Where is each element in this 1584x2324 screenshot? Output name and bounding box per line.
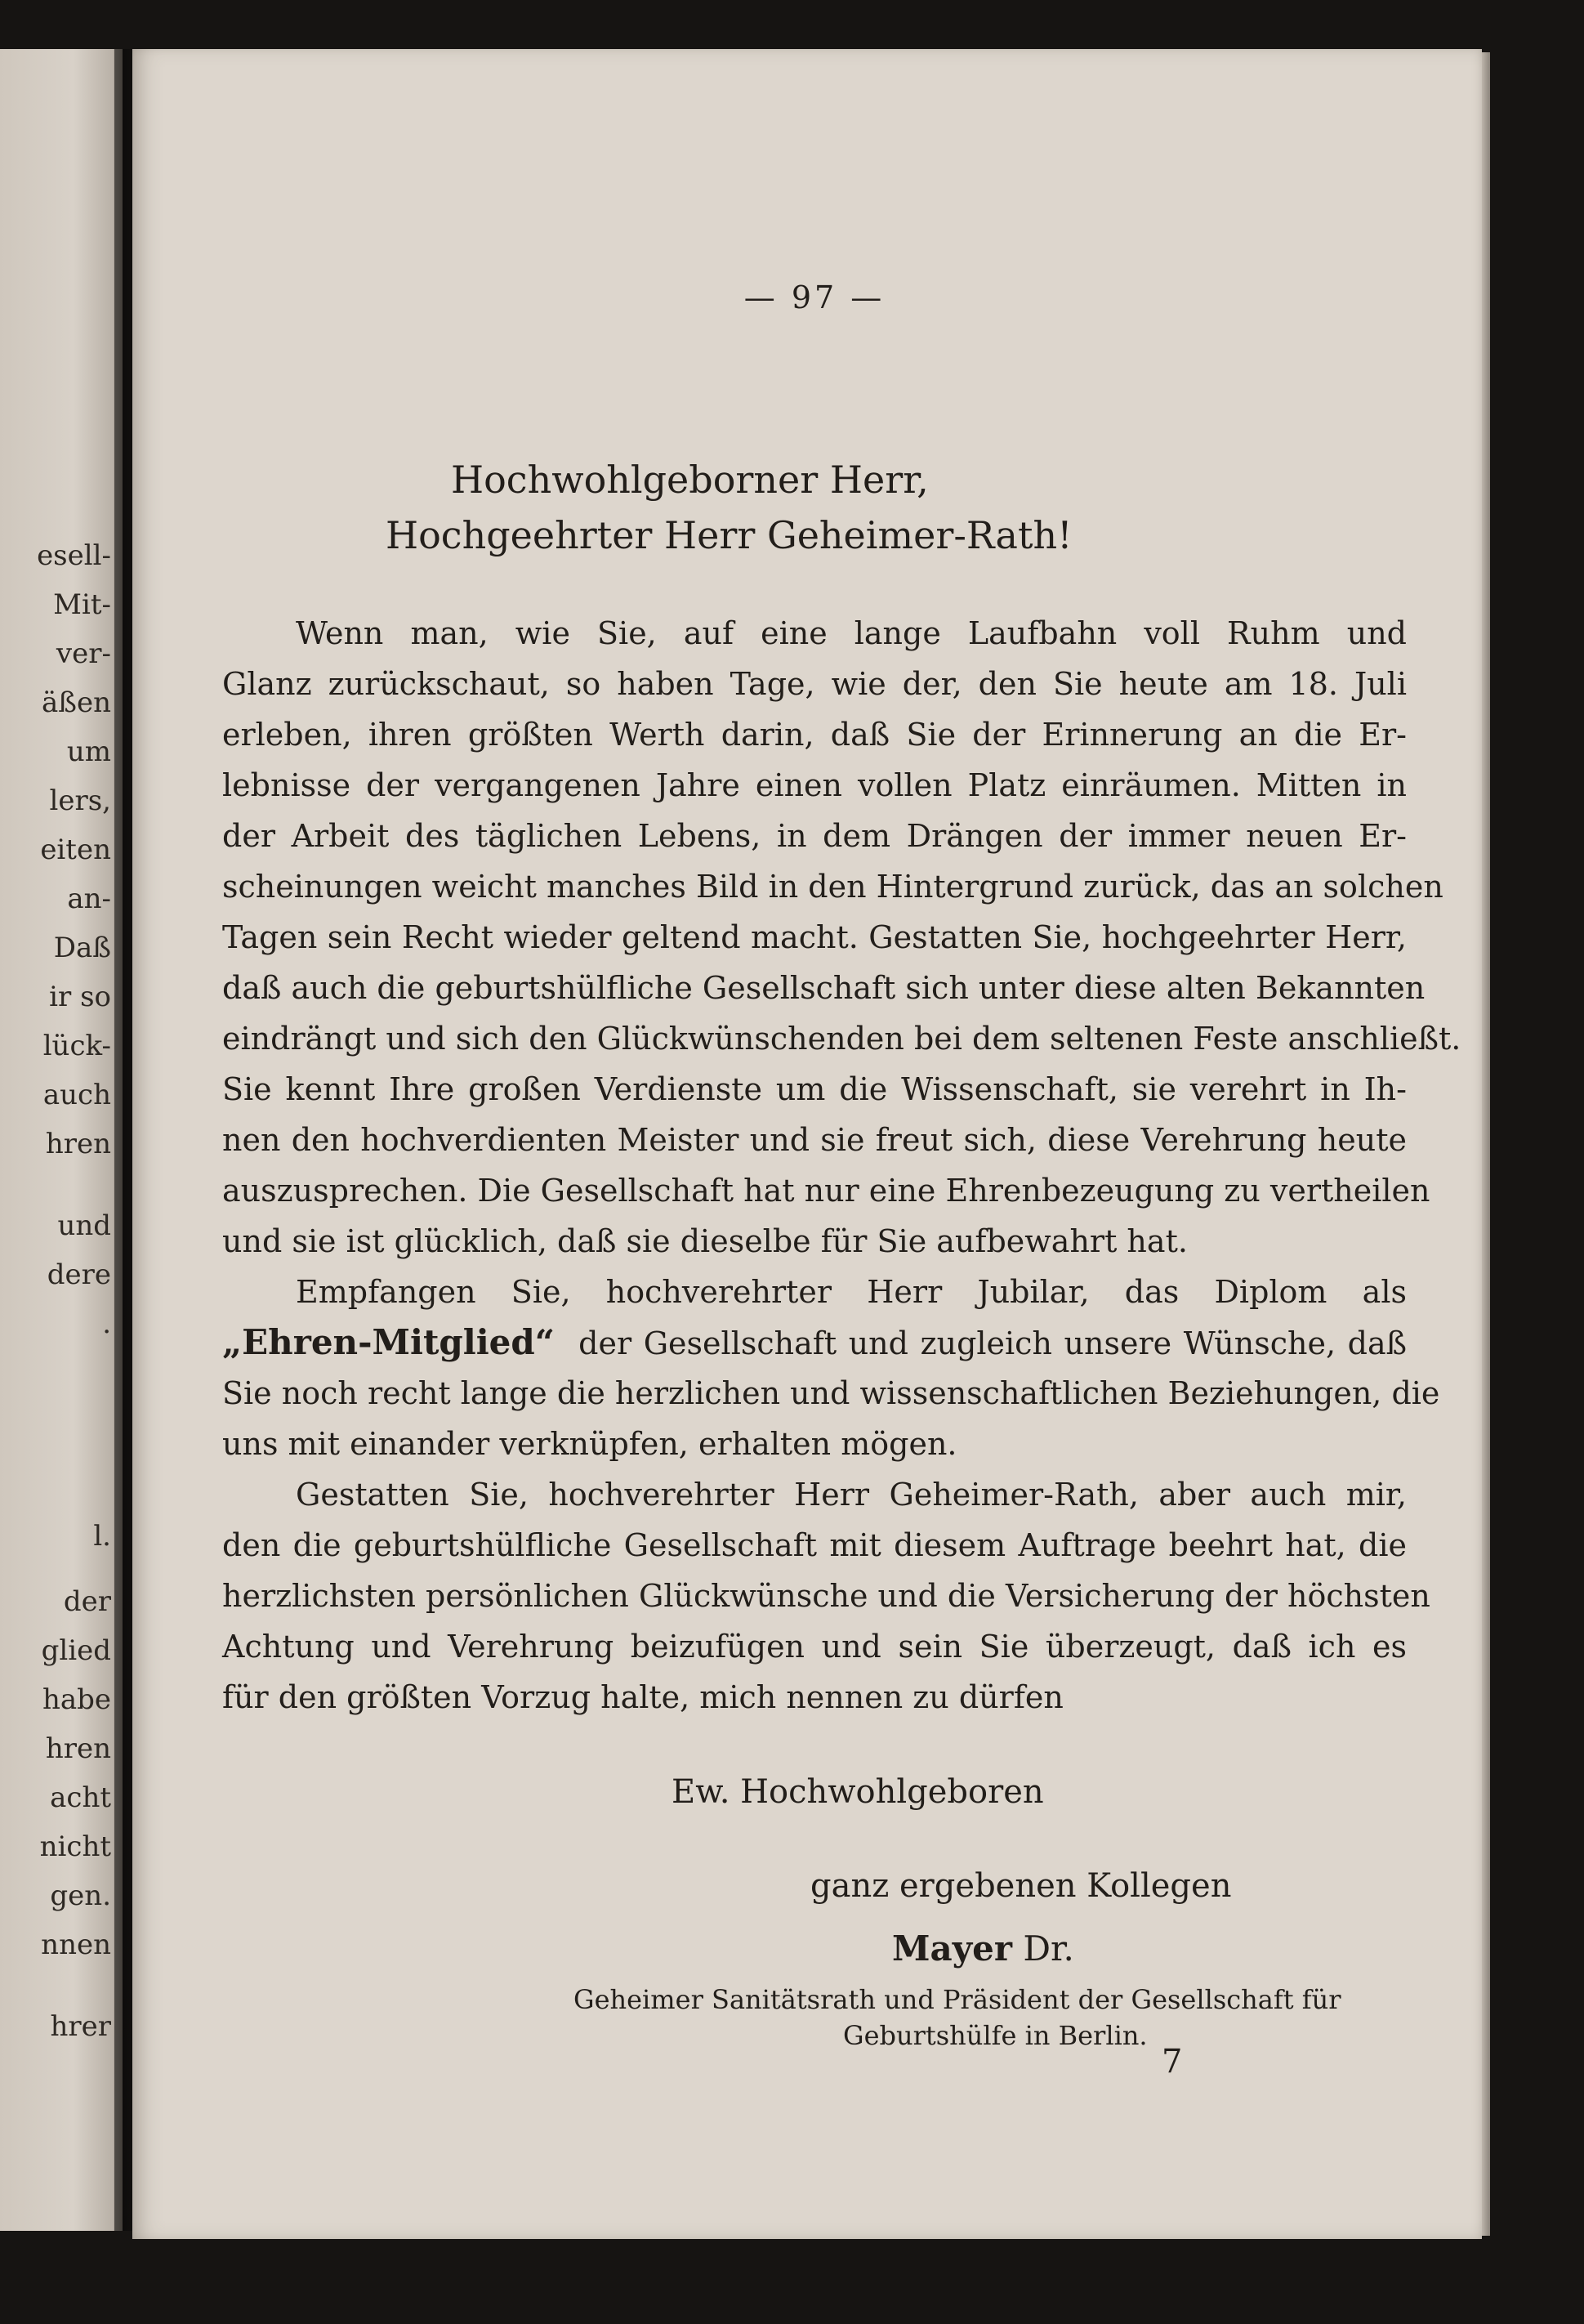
paragraph-line: Achtung und Verehrung beizufügen und sein Sie überzeugt, daß ich es — [222, 1629, 1407, 1665]
left-page-fragment: der — [63, 1585, 111, 1618]
left-page-fragment: eiten — [40, 834, 111, 866]
left-page-fragment: ver- — [56, 637, 111, 670]
left-page-fragment: ir so — [49, 981, 111, 1013]
left-page-fragment: Mit- — [53, 588, 111, 621]
left-page-fragment: hren — [45, 1128, 111, 1160]
left-page-fragment: habe — [42, 1683, 111, 1716]
paragraph-line: uns mit einander verknüpfen, erhalten mögen. — [222, 1426, 957, 1462]
signature-name: Mayer — [892, 1928, 1012, 1969]
left-page-fragment: auch — [42, 1079, 111, 1111]
honorary-member-emphasis: „Ehren-Mitglied“ — [222, 1322, 555, 1362]
page-edge — [1482, 52, 1490, 2236]
left-page-fragment: esell- — [37, 539, 111, 572]
paragraph-line: auszusprechen. Die Gesellschaft hat nur eine Ehrenbezeugung zu vertheilen — [222, 1173, 1430, 1209]
left-page-fragment: nicht — [39, 1830, 111, 1863]
left-page-fragment: Daß — [53, 932, 111, 964]
paragraph-line — [222, 1322, 1407, 1364]
signatory-position: Geburtshülfe in Berlin. — [843, 2020, 1148, 2051]
left-page-fragment: hrer — [50, 2010, 111, 2043]
paragraph-line: Empfangen Sie, hochverehrter Herr Jubilar, das Diplom als — [296, 1274, 1407, 1310]
paragraph-line: Sie kennt Ihre großen Verdienste um die Wissenschaft, sie verehrt in Ih- — [222, 1071, 1407, 1107]
paragraph-line: Tagen sein Recht wieder geltend macht. Gestatten Sie, hochgeehrter Herr, — [222, 919, 1407, 955]
paragraph-line: eindrängt und sich den Glückwünschenden bei dem seltenen Feste anschließt. — [222, 1021, 1461, 1057]
left-page-fragment: lers, — [49, 784, 111, 817]
paragraph-line: der Arbeit des täglichen Lebens, in dem Drängen der immer neuen Er- — [222, 818, 1407, 854]
left-page-fragment: glied — [41, 1634, 111, 1667]
paragraph-line: daß auch die geburtshülfliche Gesellschaft sich unter diese alten Bekannten — [222, 970, 1426, 1006]
signatory-position: Geheimer Sanitätsrath und Präsident der Gesellschaft für — [573, 1984, 1341, 2015]
paragraph-line: Gestatten Sie, hochverehrter Herr Geheimer-Rath, aber auch mir, — [296, 1477, 1407, 1513]
closing-regards: ganz ergebenen Kollegen — [810, 1867, 1232, 1905]
left-page-fragment: hren — [45, 1732, 111, 1765]
left-page-edge — [0, 49, 123, 2231]
left-page-fragment: acht — [50, 1781, 111, 1814]
paragraph-line: den die geburtshülfliche Gesellschaft mit diesem Auftrage beehrt hat, die — [222, 1527, 1407, 1563]
page-number: — 97 — — [743, 279, 886, 315]
closing-formula: Ew. Hochwohlgeboren — [672, 1773, 1044, 1811]
left-page-fragment: nnen — [41, 1928, 111, 1961]
right-page — [132, 49, 1482, 2239]
paragraph-line: scheinungen weicht manches Bild in den Hintergrund zurück, das an solchen — [222, 869, 1443, 905]
paragraph-line-rest: der Gesellschaft und zugleich unsere Wünsche, daß — [578, 1325, 1407, 1361]
salutation-line: Hochwohlgeborner Herr, — [451, 458, 929, 502]
paragraph-line: erleben, ihren größten Werth darin, daß Sie der Erinnerung an die Er- — [222, 717, 1407, 753]
left-page-fragment: gen. — [50, 1879, 111, 1912]
left-page-fragment: dere — [47, 1258, 111, 1291]
signature-mark: 7 — [1162, 2043, 1183, 2080]
left-page-fragment: l. — [93, 1520, 111, 1553]
paragraph-line: und sie ist glücklich, daß sie dieselbe für Sie aufbewahrt hat. — [222, 1223, 1188, 1259]
paragraph-line: Sie noch recht lange die herzlichen und wissenschaftlichen Beziehungen, die — [222, 1375, 1440, 1411]
left-page-fragment: an- — [67, 883, 111, 915]
left-page-fragment: um — [66, 735, 111, 768]
left-page-fragment: lück- — [42, 1030, 111, 1062]
signature — [892, 1928, 1074, 1969]
paragraph-line: herzlichsten persönlichen Glückwünsche und die Versicherung der höchsten — [222, 1578, 1430, 1614]
paragraph-line: Glanz zurückschaut, so haben Tage, wie der, den Sie heute am 18. Juli — [222, 666, 1407, 702]
left-page-fragment: äßen — [42, 686, 111, 719]
salutation-line: Hochgeehrter Herr Geheimer-Rath! — [386, 513, 1073, 557]
paragraph-line: nen den hochverdienten Meister und sie freut sich, diese Verehrung heute — [222, 1122, 1407, 1158]
paragraph-line: lebnisse der vergangenen Jahre einen vollen Platz einräumen. Mitten in — [222, 767, 1407, 803]
left-page-fragment: . — [102, 1307, 111, 1340]
paragraph-line: Wenn man, wie Sie, auf eine lange Laufbahn voll Ruhm und — [296, 615, 1407, 651]
signature-title: Dr. — [1023, 1928, 1074, 1969]
left-page-fragment: und — [57, 1209, 111, 1242]
paragraph-line: für den größten Vorzug halte, mich nennen zu dürfen — [222, 1679, 1064, 1715]
